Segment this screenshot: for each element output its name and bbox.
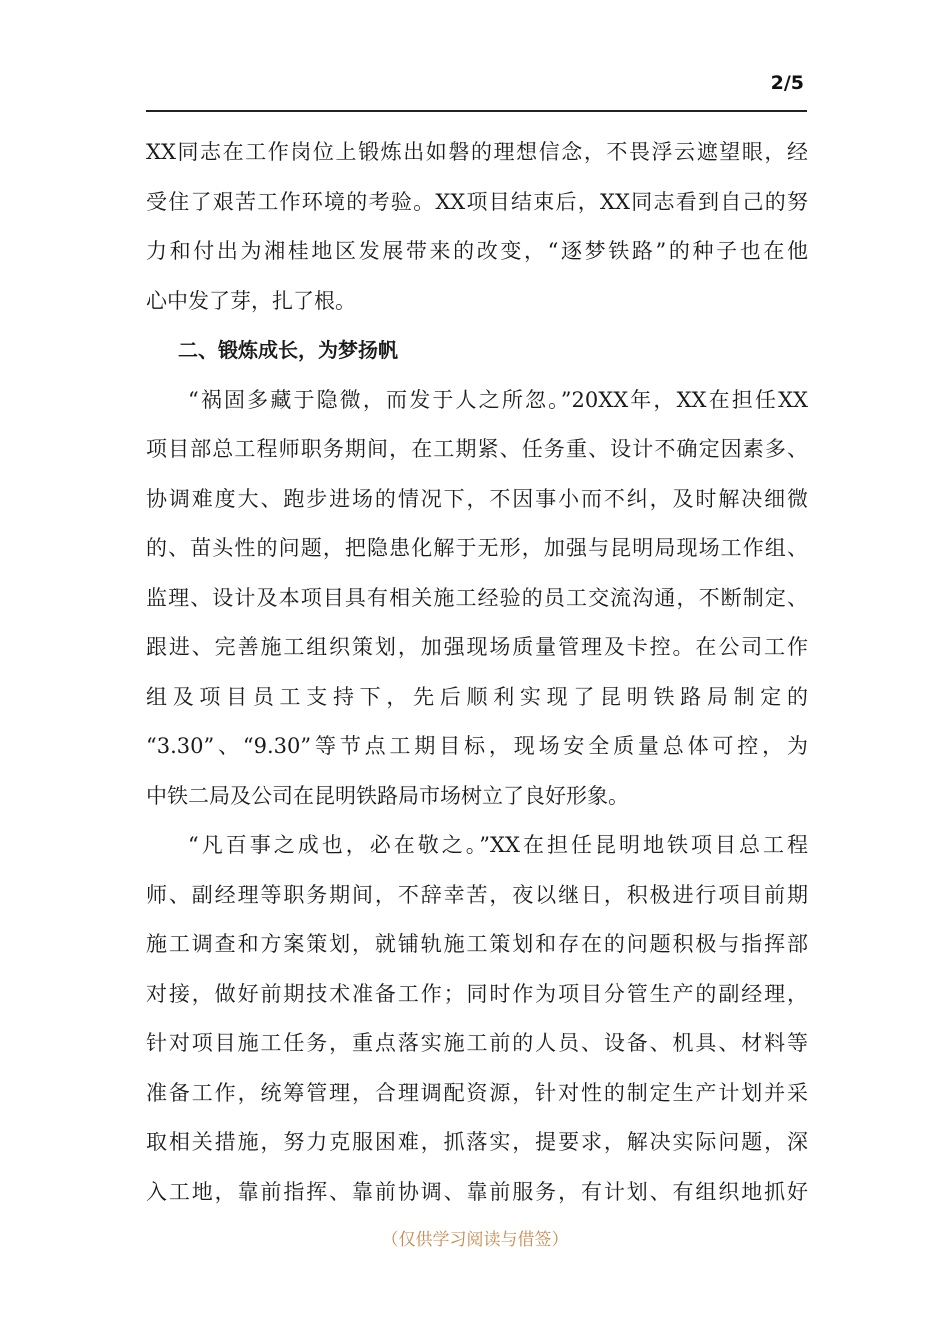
text-line: 施工调查和方案策划，就铺轨施工策划和存在的问题积极与指挥部 xyxy=(146,932,808,956)
text-line: 对接，做好前期技术准备工作；同时作为项目分管生产的副经理， xyxy=(146,981,808,1006)
text-line: 受住了艰苦工作环境的考验。XX项目结束后，XX同志看到自己的努 xyxy=(146,189,808,214)
text-line: 组及项目员工支持下，先后顺利实现了昆明铁路局制定的 xyxy=(146,684,808,709)
text-line: 师、副经理等职务期间，不辞幸苦，夜以继日，积极进行项目前期 xyxy=(146,882,808,907)
text-line: “凡百事之成也，必在敬之。”XX在担任昆明地铁项目总工程 xyxy=(188,833,808,857)
page-number: 2/5 xyxy=(770,72,804,94)
footer-note: （仅供学习阅读与借签） xyxy=(381,1230,569,1250)
text-line: 力和付出为湘桂地区发展带来的改变，“逐梦铁路”的种子也在他 xyxy=(146,239,808,263)
text-line: 项目部总工程师职务期间，在工期紧、任务重、设计不确定因素多、 xyxy=(146,437,808,461)
header-rule xyxy=(146,110,807,112)
text-line: XX同志在工作岗位上锻炼出如磐的理想信念，不畏浮云遮望眼，经 xyxy=(146,140,808,164)
text-line: “3.30”、“9.30”等节点工期目标，现场安全质量总体可控，为 xyxy=(146,734,808,758)
text-line: 入工地，靠前指挥、靠前协调、靠前服务，有计划、有组织地抓好 xyxy=(146,1179,808,1204)
text-line: 准备工作，统筹管理，合理调配资源，针对性的制定生产计划并采 xyxy=(146,1080,808,1105)
text-line: 心中发了芽，扎了根。 xyxy=(146,288,356,313)
text-line: 的、苗头性的问题，把隐患化解于无形，加强与昆明局现场工作组、 xyxy=(146,536,808,560)
paragraph-1 xyxy=(146,128,808,326)
text-line: 监理、设计及本项目具有相关施工经验的员工交流沟通，不断制定、 xyxy=(146,585,808,610)
text-line: 针对项目施工任务，重点落实施工前的人员、设备、机具、材料等 xyxy=(146,1031,808,1055)
section-heading: 二、锻炼成长，为梦扬帆 xyxy=(178,338,398,362)
text-line: 跟进、完善施工组织策划，加强现场质量管理及卡控。在公司工作 xyxy=(146,635,808,659)
paragraph-3 xyxy=(146,821,808,1217)
text-line: 中铁二局及公司在昆明铁路局市场树立了良好形象。 xyxy=(146,783,629,808)
text-line: 协调难度大、跑步进场的情况下，不因事小而不纠，及时解决细微 xyxy=(146,486,808,511)
text-line: “祸固多藏于隐微，而发于人之所忽。”20XX年，XX在担任XX xyxy=(188,387,808,412)
text-line: 取相关措施，努力克服困难，抓落实，提要求，解决实际问题，深 xyxy=(146,1130,808,1154)
document-body xyxy=(146,128,808,1217)
paragraph-2 xyxy=(146,376,808,822)
